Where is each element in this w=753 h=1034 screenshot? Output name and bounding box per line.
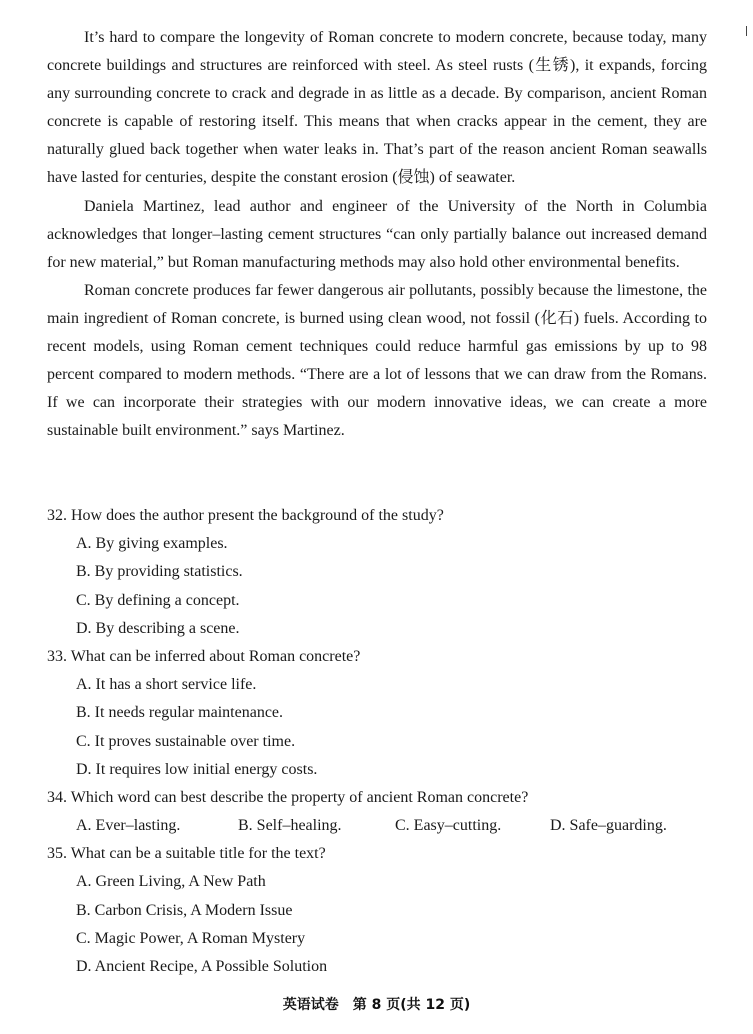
option-a: A. By giving examples. [76, 535, 228, 553]
option-d: D. Safe–guarding. [550, 817, 667, 835]
option-c: C. It proves sustainable over time. [76, 732, 296, 750]
option-d: D. It requires low initial energy costs. [76, 760, 318, 778]
question-stem: 34. Which word can best describe the property of ancient Roman concrete? [47, 788, 529, 806]
option-b: B. It needs regular maintenance. [76, 704, 284, 722]
passage-paragraph-2: Daniela Martinez, lead author and engineer of the University of the North in Columbia acknowledges that longer–lasting cement structures “can only partially balance out increased demand for new material,” but Roman manufacturing methods may also hold other environmental benefits. [47, 197, 707, 271]
option-d: D. By describing a scene. [76, 619, 240, 637]
option-a: A. Ever–lasting. [76, 817, 181, 835]
question-list [47, 502, 707, 981]
option-d: D. Ancient Recipe, A Possible Solution [76, 958, 328, 975]
question-33 [47, 643, 707, 784]
option-a: A. It has a short service life. [76, 676, 257, 694]
option-c: C. Easy–cutting. [395, 817, 502, 835]
question-stem: 32. How does the author present the background of the study? [47, 507, 444, 524]
option-b: B. Carbon Crisis, A Modern Issue [76, 901, 293, 919]
passage-paragraph-1: It’s hard to compare the longevity of Roman concrete to modern concrete, because today, many concrete buildings and structures are reinforced with steel. As steel rusts (生锈), it expands, forcing any surrounding concrete to crack and degrade in as little as a decade. By comparison, ancient Roman concrete is capable of restoring itself. This means that when cracks appear in the cement, they are naturally glued back together when water leaks in. That’s part of the reason ancient Roman seawalls have lasted for centuries, despite the constant erosion (侵蚀) of seawater. [47, 29, 707, 187]
question-34 [47, 784, 707, 840]
option-b: B. By providing statistics. [76, 563, 243, 581]
question-stem: 33. What can be inferred about Roman concrete? [47, 647, 361, 665]
page-edge-mark [746, 26, 747, 36]
reading-passage [47, 24, 707, 445]
passage-paragraph-3: Roman concrete produces far fewer dangerous air pollutants, possibly because the limestone, the main ingredient of Roman concrete, is burned using clean wood, not fossil (化石) fuels. According to recent models, using Roman cement techniques could reduce harmful gas emissions by up to 98 percent compared to modern methods. “There are a lot of lessons that we can draw from the Romans. If we can incorporate their strategies with our modern innovative ideas, we can create a more sustainable built environment.” says Martinez. [47, 281, 707, 440]
question-stem: 35. What can be a suitable title for the text? [47, 845, 326, 863]
option-c: C. By defining a concept. [76, 591, 240, 609]
option-c: C. Magic Power, A Roman Mystery [76, 929, 306, 947]
option-a: A. Green Living, A New Path [76, 873, 266, 891]
option-b: B. Self–healing. [238, 817, 342, 835]
option-row [47, 812, 707, 840]
question-35 [47, 840, 707, 981]
page-footer: 英语试卷 第 8 页(共 12 页) [282, 997, 471, 1013]
question-32 [47, 502, 707, 643]
